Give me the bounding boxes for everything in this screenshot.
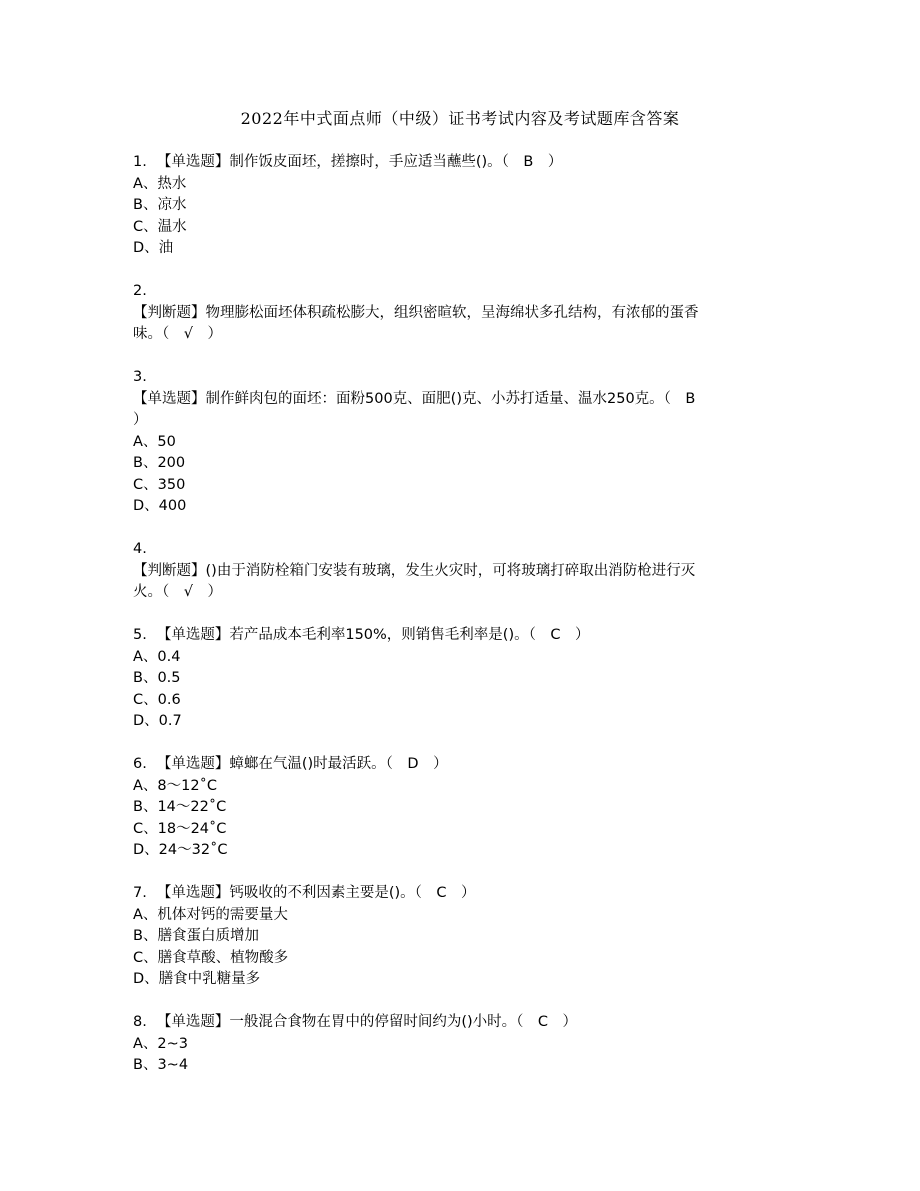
question-item xyxy=(133,625,813,733)
question-number: 6. xyxy=(133,756,147,772)
question-stem-line xyxy=(133,883,813,905)
question-item xyxy=(133,883,813,991)
question-stem-line: 【判断题】()由于消防栓箱门安装有玻璃，发生火灾时，可将玻璃打碎取出消防枪进行灭 xyxy=(133,562,696,579)
question-stem-text: 【单选题】钙吸收的不利因素主要是()。（ C ） xyxy=(156,885,476,901)
answer-option: D、400 xyxy=(133,498,187,514)
answer-option: C、膳食草酸、植物酸多 xyxy=(133,949,289,966)
question-stem-line: ） xyxy=(133,412,148,428)
question-stem-text: 【单选题】制作饭皮面坯，搓擦时，手应适当蘸些()。（ B ） xyxy=(156,154,563,170)
answer-option: D、24～32˚C xyxy=(133,842,228,858)
answer-option: B、0.5 xyxy=(133,670,181,686)
answer-option: A、机体对钙的需要量大 xyxy=(133,906,288,923)
answer-option: C、18～24˚C xyxy=(133,820,227,837)
answer-option: B、14～22˚C xyxy=(133,799,227,815)
question-stem-line xyxy=(133,625,813,647)
question-number: 1. xyxy=(133,154,147,170)
answer-option: A、50 xyxy=(133,433,176,450)
answer-option: B、凉水 xyxy=(133,197,187,213)
answer-option: D、膳食中乳糖量多 xyxy=(133,971,261,987)
answer-option: D、油 xyxy=(133,240,174,256)
question-item xyxy=(133,367,813,518)
question-number: 3. xyxy=(133,369,147,385)
question-item xyxy=(133,281,813,346)
question-stem-line: 火。（ √ ） xyxy=(133,584,222,600)
question-item xyxy=(133,754,813,862)
answer-option: C、350 xyxy=(133,476,186,493)
question-number: 7. xyxy=(133,885,147,901)
answer-option: B、3~4 xyxy=(133,1057,189,1073)
question-item xyxy=(133,152,813,260)
question-stem-line xyxy=(133,152,813,174)
question-stem-text: 【单选题】蟑螂在气温()时最活跃。（ D ） xyxy=(156,756,448,772)
question-item xyxy=(133,539,813,604)
answer-option: B、200 xyxy=(133,455,186,471)
question-stem-line: 【判断题】物理膨松面坯体积疏松膨大，组织密暄软，呈海绵状多孔结构，有浓郁的蛋香 xyxy=(133,304,699,321)
question-number: 8. xyxy=(133,1014,147,1030)
question-stem-line xyxy=(133,1012,813,1034)
answer-option: A、2~3 xyxy=(133,1035,189,1052)
question-stem-text: 【单选题】一般混合食物在胃中的停留时间约为()小时。（ C ） xyxy=(156,1014,578,1030)
question-stem-text: 【单选题】若产品成本毛利率150%，则销售毛利率是()。（ C ） xyxy=(156,627,590,643)
question-number: 4. xyxy=(133,541,147,557)
answer-option: B、膳食蛋白质增加 xyxy=(133,928,259,944)
question-stem-line: 【单选题】制作鲜肉包的面坯：面粉500克、面肥()克、小苏打适量、温水250克。（ B xyxy=(133,390,696,407)
question-stem-line xyxy=(133,754,813,776)
answer-option: A、8～12˚C xyxy=(133,777,217,794)
answer-option: A、热水 xyxy=(133,175,187,192)
document-title: 2022年中式面点师（中级）证书考试内容及考试题库含答案 xyxy=(240,109,680,128)
answer-option: D、0.7 xyxy=(133,713,182,729)
question-number: 2. xyxy=(133,283,147,299)
question-list xyxy=(133,152,813,1098)
question-number: 5. xyxy=(133,627,147,643)
answer-option: C、0.6 xyxy=(133,691,181,708)
answer-option: C、温水 xyxy=(133,218,187,235)
answer-option: A、0.4 xyxy=(133,648,181,665)
question-item xyxy=(133,1012,813,1077)
question-stem-line: 味。（ √ ） xyxy=(133,326,222,342)
